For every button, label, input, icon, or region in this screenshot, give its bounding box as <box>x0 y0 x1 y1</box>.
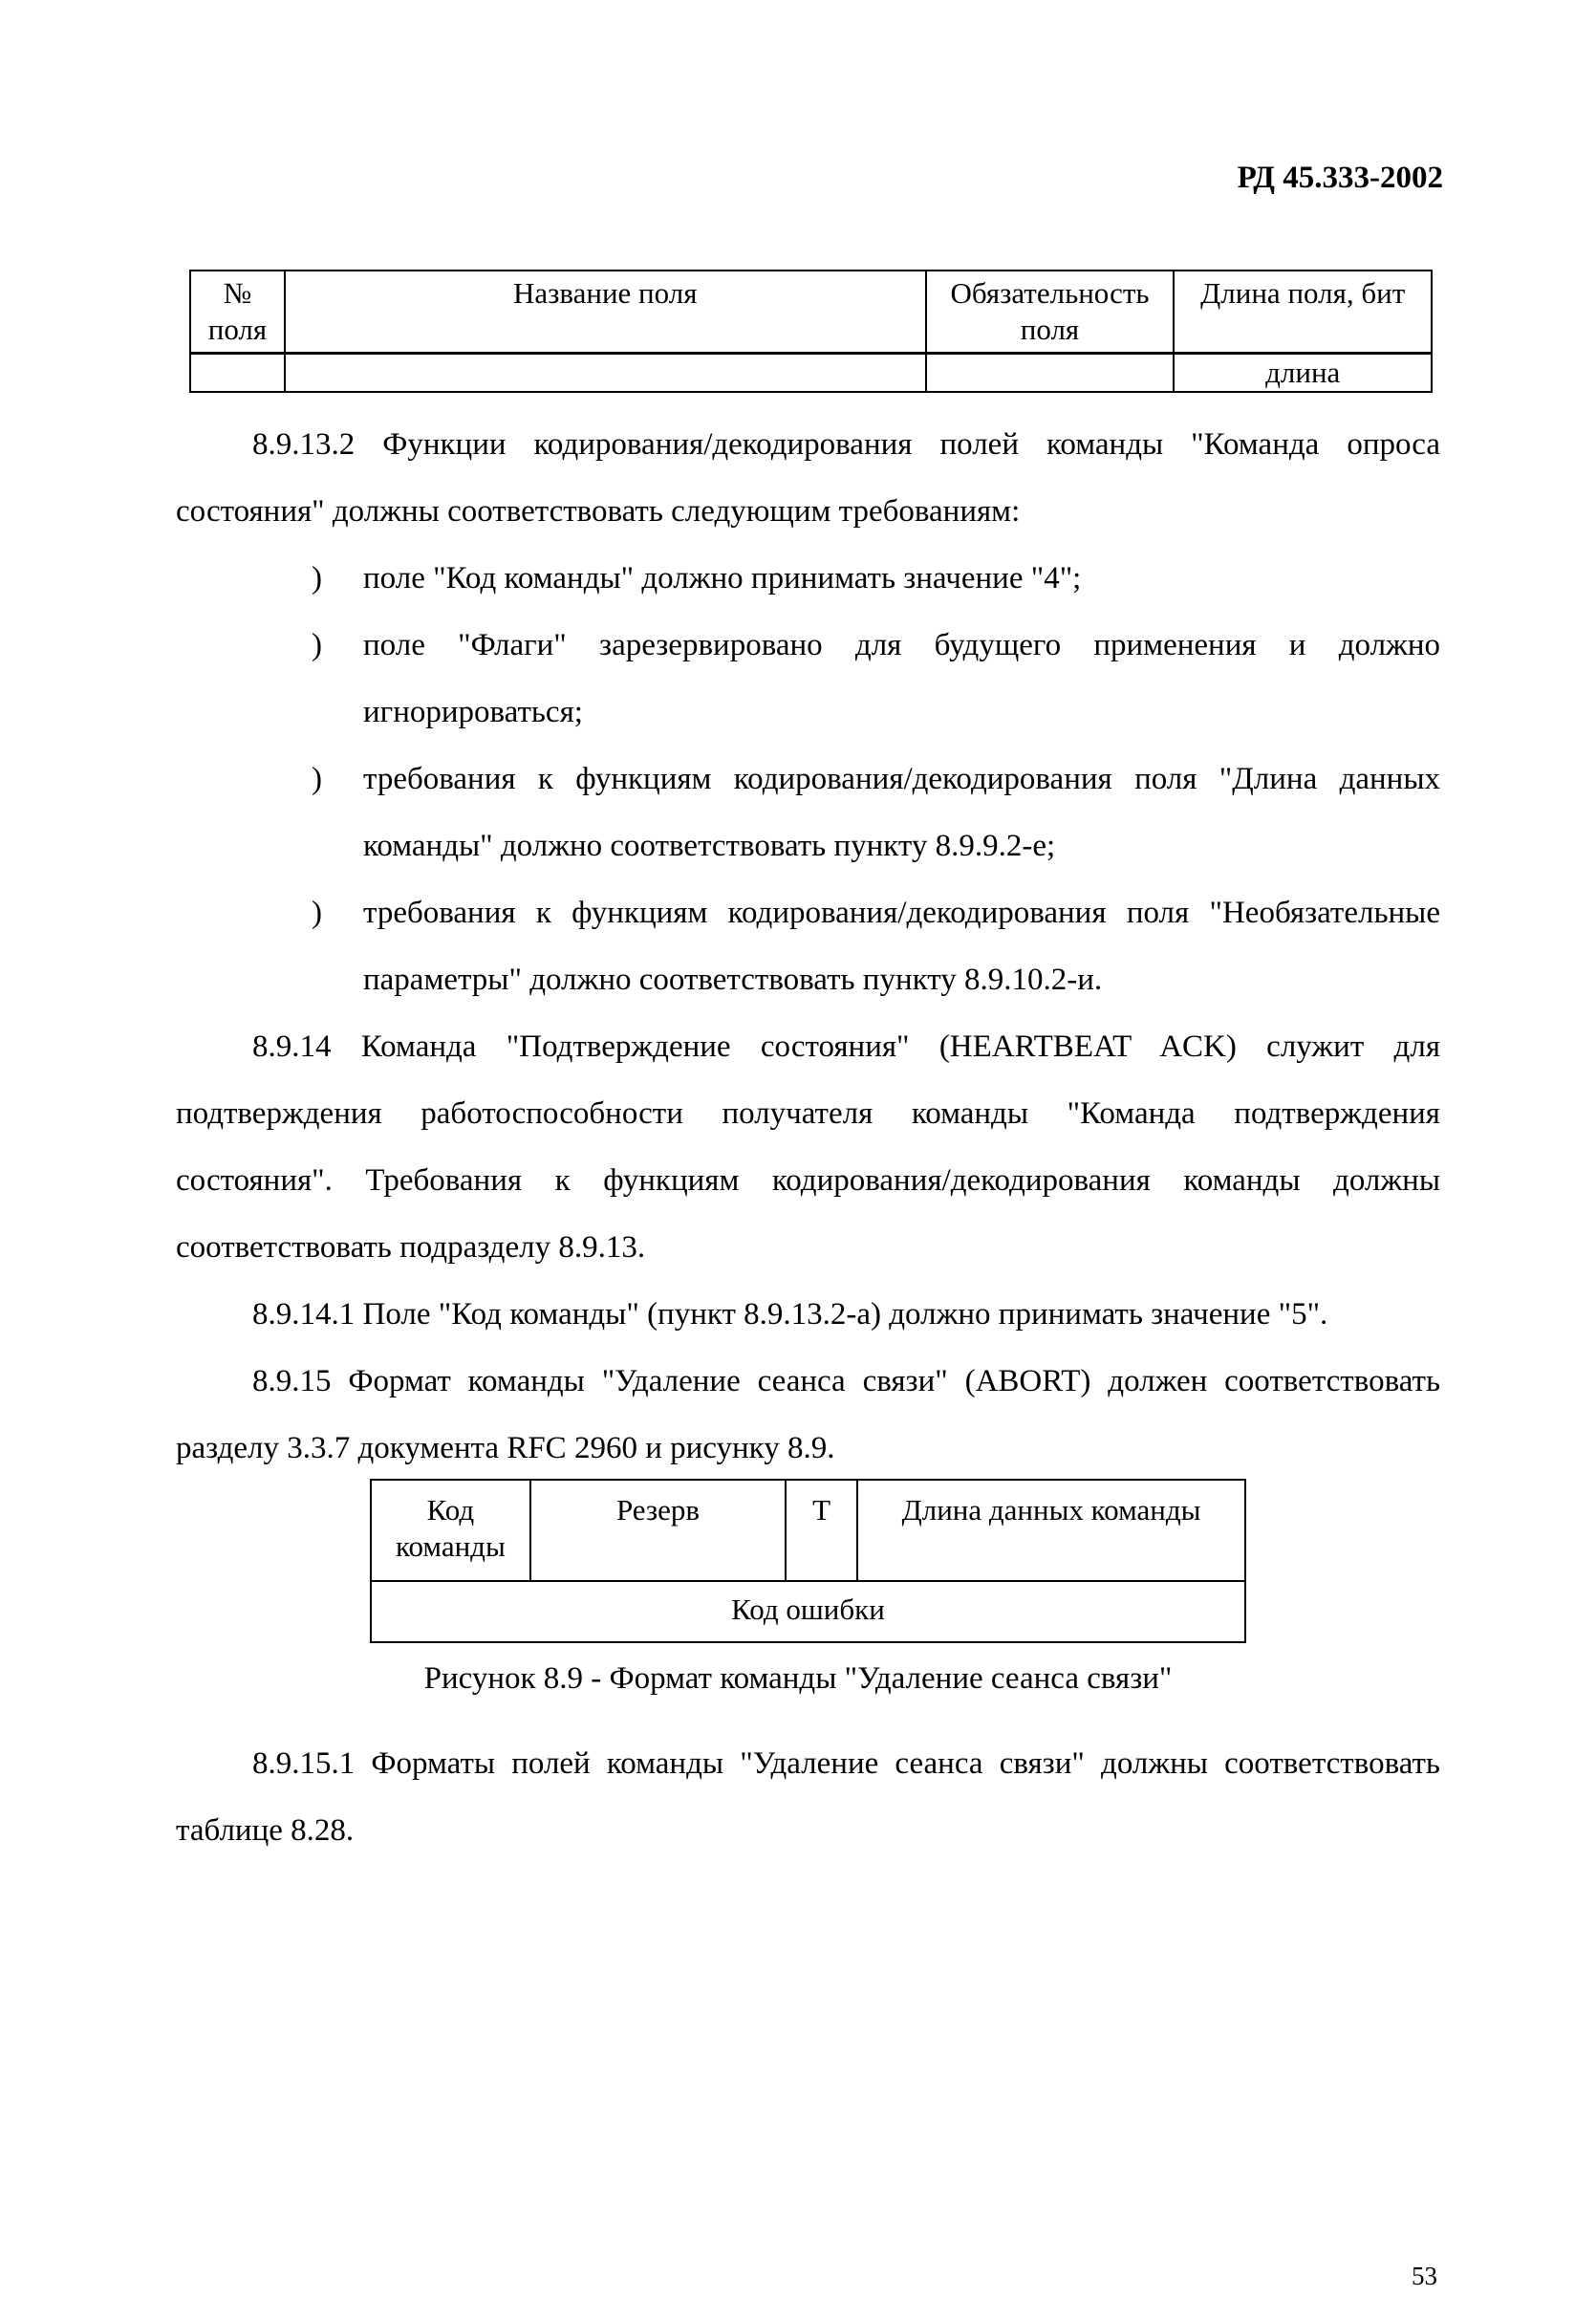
list-item <box>176 879 1440 1013</box>
section-8-9-13-2-intro-line2: состояния" должны соответствовать следующим требованиям: <box>176 494 1021 529</box>
figure-8-9-table <box>370 1479 1246 1643</box>
header-field-length: Длина поля, бит <box>1174 271 1432 354</box>
section-8-9-15-line1: 8.9.15 Формат команды "Удаление сеанса связи" (ABORT) должен соответствовать <box>252 1364 1440 1398</box>
list-item-line: параметры" должно соответствовать пункту 8.9.10.2-и. <box>363 963 1103 997</box>
header-field-name: Название поля <box>285 271 926 354</box>
figure-cell-error-code: Код ошибки <box>371 1581 1245 1642</box>
list-bracket: ) <box>312 896 322 930</box>
list-bracket: ) <box>312 561 322 596</box>
list-item <box>176 612 1440 746</box>
list-bracket: ) <box>312 628 322 662</box>
list-item-line: поле "Флаги" зарезервировано для будущего применения и должно <box>363 628 1440 662</box>
section-8-9-14-1: 8.9.14.1 Поле "Код команды" (пункт 8.9.13.2-а) должно принимать значение "5". <box>252 1297 1328 1332</box>
header-field-mandatory: Обязательность поля <box>926 271 1175 354</box>
section-8-9-14-line2: подтверждения работоспособности получателя команды "Команда подтверждения <box>176 1096 1440 1131</box>
section-8-9-13-2-intro-line1: 8.9.13.2 Функции кодирования/декодирования полей команды "Команда опроса <box>252 427 1440 462</box>
list-item-line: команды" должно соответствовать пункту 8.9.9.2-е; <box>363 829 1056 863</box>
figure-row <box>371 1480 1245 1581</box>
header-field-number: № поля <box>190 271 285 354</box>
table-cell <box>285 354 926 393</box>
list-item-line: игнорироваться; <box>363 695 583 729</box>
figure-cell-reserve: Резерв <box>530 1480 786 1581</box>
section-8-9-14-line4: соответствовать подразделу 8.9.13. <box>176 1230 646 1265</box>
section-8-9-15-1-line1: 8.9.15.1 Форматы полей команды "Удаление сеанса связи" должны соответствовать <box>252 1746 1440 1781</box>
section-8-9-13-2 <box>176 411 1440 1482</box>
list-item-line: поле "Код команды" должно принимать значение "4"; <box>363 561 1082 596</box>
table-header-row <box>190 271 1432 354</box>
list-item-line: требования к функциям кодирования/декодирования поля "Необязательные <box>363 896 1440 930</box>
figure-cell-command-code: Код команды <box>371 1480 530 1581</box>
document-code: РД 45.333-2002 <box>1237 161 1443 195</box>
list-bracket: ) <box>312 762 322 796</box>
list-item <box>176 746 1440 879</box>
table-cell <box>926 354 1175 393</box>
figure-cell-t-flag: T <box>786 1480 857 1581</box>
section-8-9-15-1-line2: таблице 8.28. <box>176 1813 355 1848</box>
section-8-9-15-line2: разделу 3.3.7 документа RFC 2960 и рисунку 8.9. <box>176 1431 835 1465</box>
field-format-table <box>189 270 1433 393</box>
section-8-9-14-line1: 8.9.14 Команда "Подтверждение состояния" (HEARTBEAT ACK) служит для <box>252 1029 1440 1064</box>
section-8-9-15-1 <box>176 1730 1440 1864</box>
table-cell: длина <box>1174 354 1432 393</box>
figure-caption: Рисунок 8.9 - Формат команды "Удаление сеанса связи" <box>423 1661 1173 1696</box>
table-cell <box>190 354 285 393</box>
table-row <box>190 354 1432 393</box>
list-item-line: требования к функциям кодирования/декодирования поля "Длина данных <box>363 762 1440 796</box>
figure-cell-data-length: Длина данных команды <box>857 1480 1245 1581</box>
figure-row <box>371 1581 1245 1642</box>
page-number: 53 <box>1412 2262 1437 2290</box>
list-item <box>176 545 1440 612</box>
section-8-9-14-line3: состояния". Требования к функциям кодирования/декодирования команды должны <box>176 1163 1440 1198</box>
